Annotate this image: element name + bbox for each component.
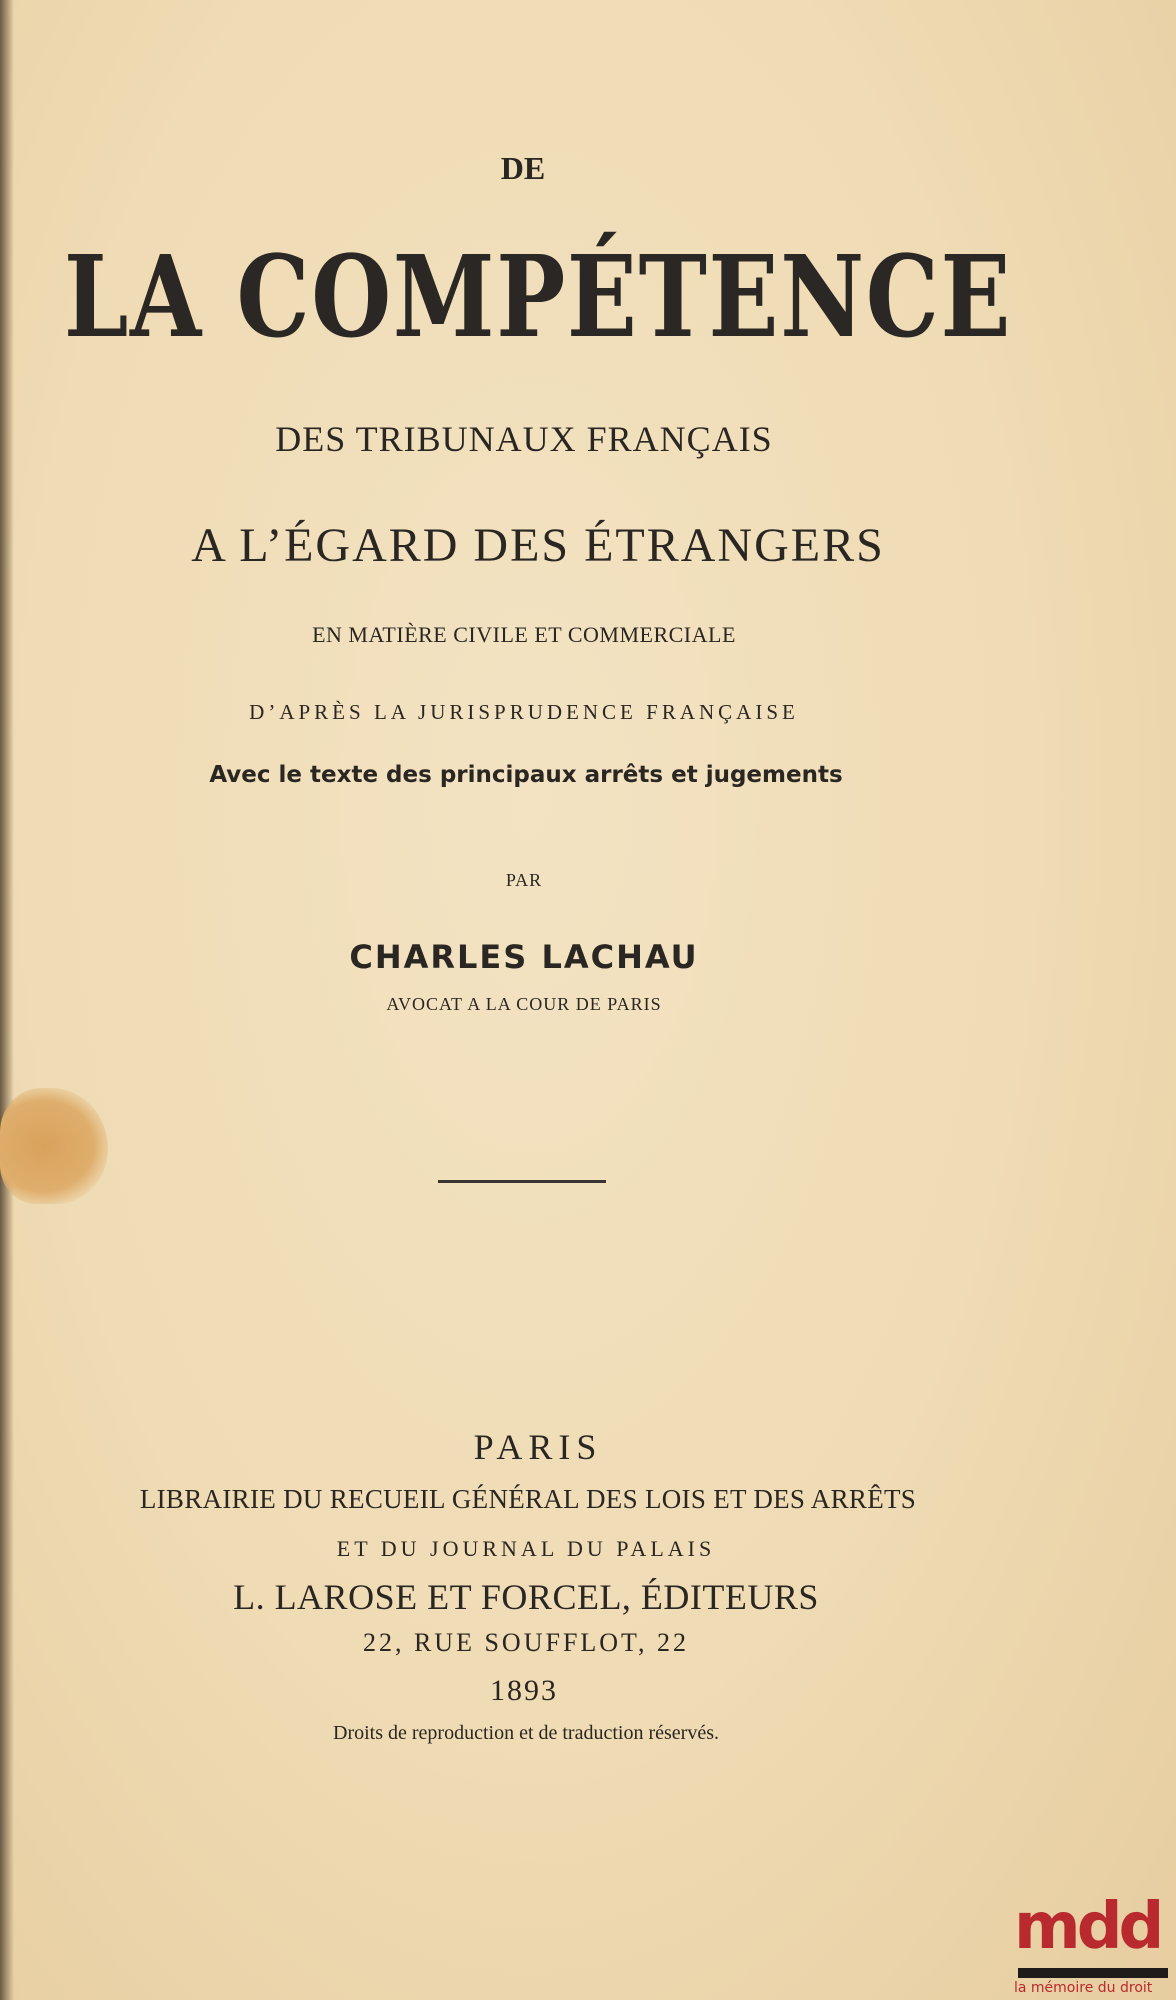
subtitle-jurisprudence: D’APRÈS LA JURISPRUDENCE FRANÇAISE <box>249 700 799 724</box>
subtitle-matiere: EN MATIÈRE CIVILE ET COMMERCIALE <box>312 622 736 647</box>
mdd-logo-mark: mdd <box>1014 1890 1161 1964</box>
subtitle-egard: A L’ÉGARD DES ÉTRANGERS <box>191 519 885 572</box>
mdd-logo-bar <box>1018 1968 1168 1978</box>
subtitle-avec-texte: Avec le texte des principaux arrêts et jugements <box>209 762 843 788</box>
by-label: PAR <box>505 870 543 890</box>
ornamental-rule <box>438 1180 606 1183</box>
mdd-logo-tagline: la mémoire du droit <box>1014 1980 1153 1996</box>
mdd-logo <box>1014 1892 1176 2000</box>
title-prefix: DE <box>500 150 546 186</box>
paper-stain <box>0 1088 108 1204</box>
subtitle-tribunaux: DES TRIBUNAUX FRANÇAIS <box>275 419 773 459</box>
imprint-year: 1893 <box>490 1674 558 1707</box>
imprint-address: 22, RUE SOUFFLOT, 22 <box>362 1628 690 1657</box>
imprint-journal: ET DU JOURNAL DU PALAIS <box>336 1536 716 1561</box>
imprint-librairie: LIBRAIRIE DU RECUEIL GÉNÉRAL DES LOIS ET DES ARRÊTS <box>139 1484 917 1514</box>
author-title: AVOCAT A LA COUR DE PARIS <box>386 994 662 1014</box>
main-title: LA COMPÉTENCE <box>63 232 1013 363</box>
author-name: CHARLES LACHAU <box>349 938 699 976</box>
imprint-publisher: L. LAROSE ET FORCEL, ÉDITEURS <box>233 1577 819 1617</box>
imprint-rights: Droits de reproduction et de traduction réservés. <box>333 1722 719 1744</box>
imprint-city: PARIS <box>473 1427 603 1467</box>
